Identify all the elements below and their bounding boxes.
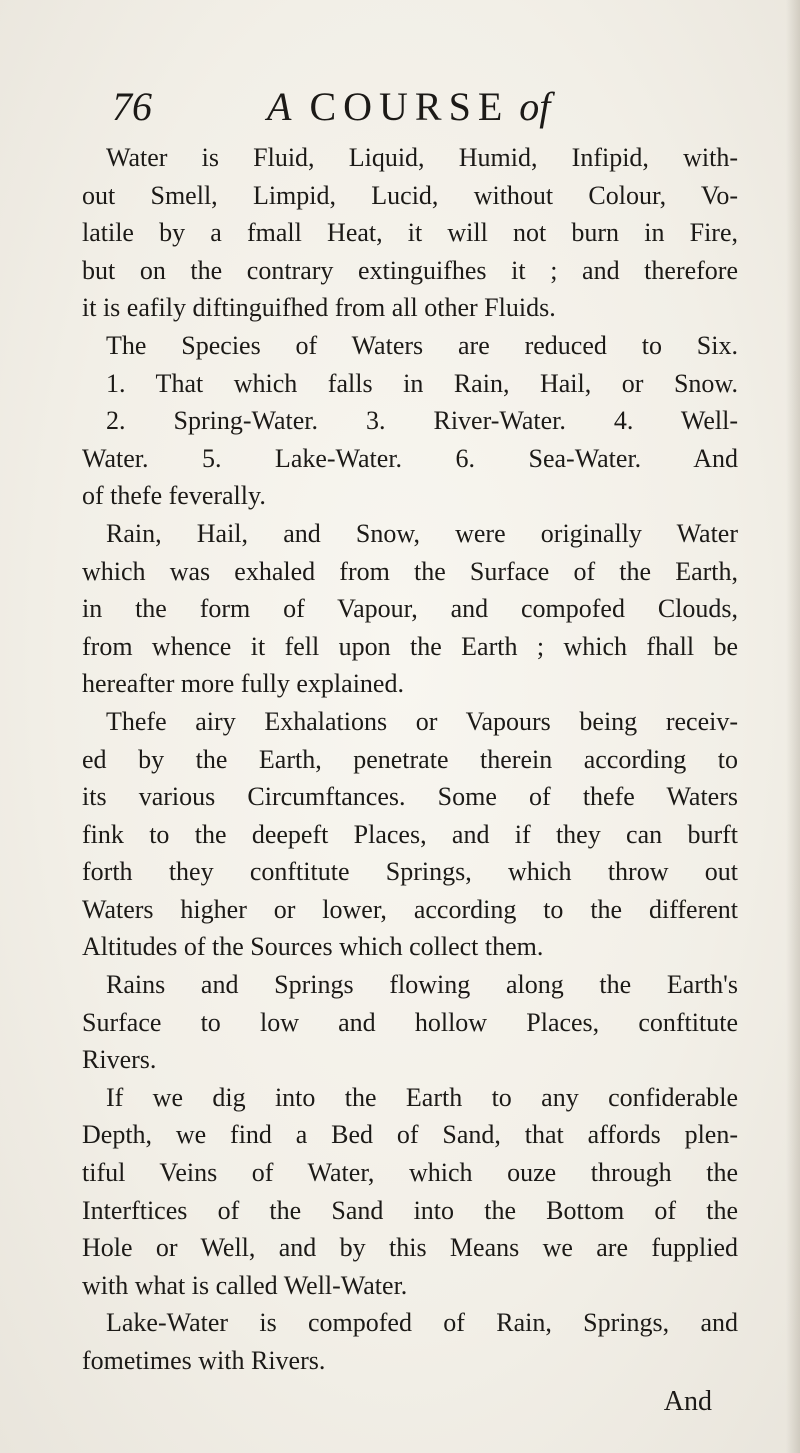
text-line: Rivers. <box>82 1045 157 1075</box>
text-line: of thefe feverally. <box>82 481 266 511</box>
page-number: 76 <box>112 84 152 129</box>
text-line: Thefe airy Exhalations or Vapours being receiv- <box>106 706 738 736</box>
text-line: latile by a fmall Heat, it will not burn in Fire, <box>82 218 738 248</box>
text-line: from whence it fell upon the Earth ; which fhall be <box>82 631 738 661</box>
text-line: Interftices of the Sand into the Bottom of the <box>82 1195 738 1225</box>
text-line: 2. Spring-Water. 3. River-Water. 4. Well- <box>106 406 738 436</box>
running-head-word: COURSE <box>309 84 510 129</box>
text-line: tiful Veins of Water, which ouze through the <box>82 1158 738 1188</box>
text-line: in the form of Vapour, and compofed Clouds, <box>82 594 738 624</box>
text-line: which was exhaled from the Surface of the Earth, <box>82 556 738 586</box>
text-line: with what is called Well-Water. <box>82 1270 408 1300</box>
text-line: out Smell, Limpid, Lucid, without Colour, Vo- <box>82 180 738 210</box>
text-line: Waters higher or lower, according to the different <box>82 894 738 924</box>
text-line: but on the contrary extinguifhes it ; and therefore <box>82 255 738 285</box>
text-line: fometimes with Rivers. <box>82 1346 326 1375</box>
text-line: Water is Fluid, Liquid, Humid, Infipid, with- <box>106 143 738 172</box>
text-line: Depth, we find a Bed of Sand, that affords plen- <box>82 1120 738 1150</box>
text-line: If we dig into the Earth to any confiderable <box>106 1082 738 1112</box>
catchword: And <box>663 1386 712 1417</box>
text-line: Altitudes of the Sources which collect them. <box>82 932 544 962</box>
text-line: hereafter more fully explained. <box>82 669 404 699</box>
text-line: 1. That which falls in Rain, Hail, or Snow. <box>106 368 738 398</box>
text-line: Hole or Well, and by this Means we are fupplied <box>82 1233 738 1263</box>
text-line: Water. 5. Lake-Water. 6. Sea-Water. And <box>82 443 738 473</box>
running-head-of: of <box>519 84 551 129</box>
text-line: Surface to low and hollow Places, conftitute <box>82 1007 738 1037</box>
text-line: Lake-Water is compofed of Rain, Springs, and <box>106 1308 738 1338</box>
running-header <box>112 82 672 132</box>
text-line: fink to the deepeft Places, and if they can burft <box>82 819 738 849</box>
text-line: it is eafily diftinguifhed from all other Fluids. <box>82 293 556 323</box>
page-edge-shadow <box>786 0 800 1453</box>
text-line: The Species of Waters are reduced to Six. <box>106 330 738 360</box>
running-head-article: A <box>267 84 292 129</box>
text-line: its various Circumftances. Some of thefe Waters <box>82 782 738 812</box>
text-line: Rain, Hail, and Snow, were originally Water <box>106 518 738 548</box>
text-line: ed by the Earth, penetrate therein according to <box>82 744 738 774</box>
text-line: Rains and Springs flowing along the Earth's <box>106 970 738 1000</box>
text-line: forth they conftitute Springs, which throw out <box>82 857 738 887</box>
body-text <box>82 139 738 1380</box>
running-head-title <box>267 82 550 132</box>
